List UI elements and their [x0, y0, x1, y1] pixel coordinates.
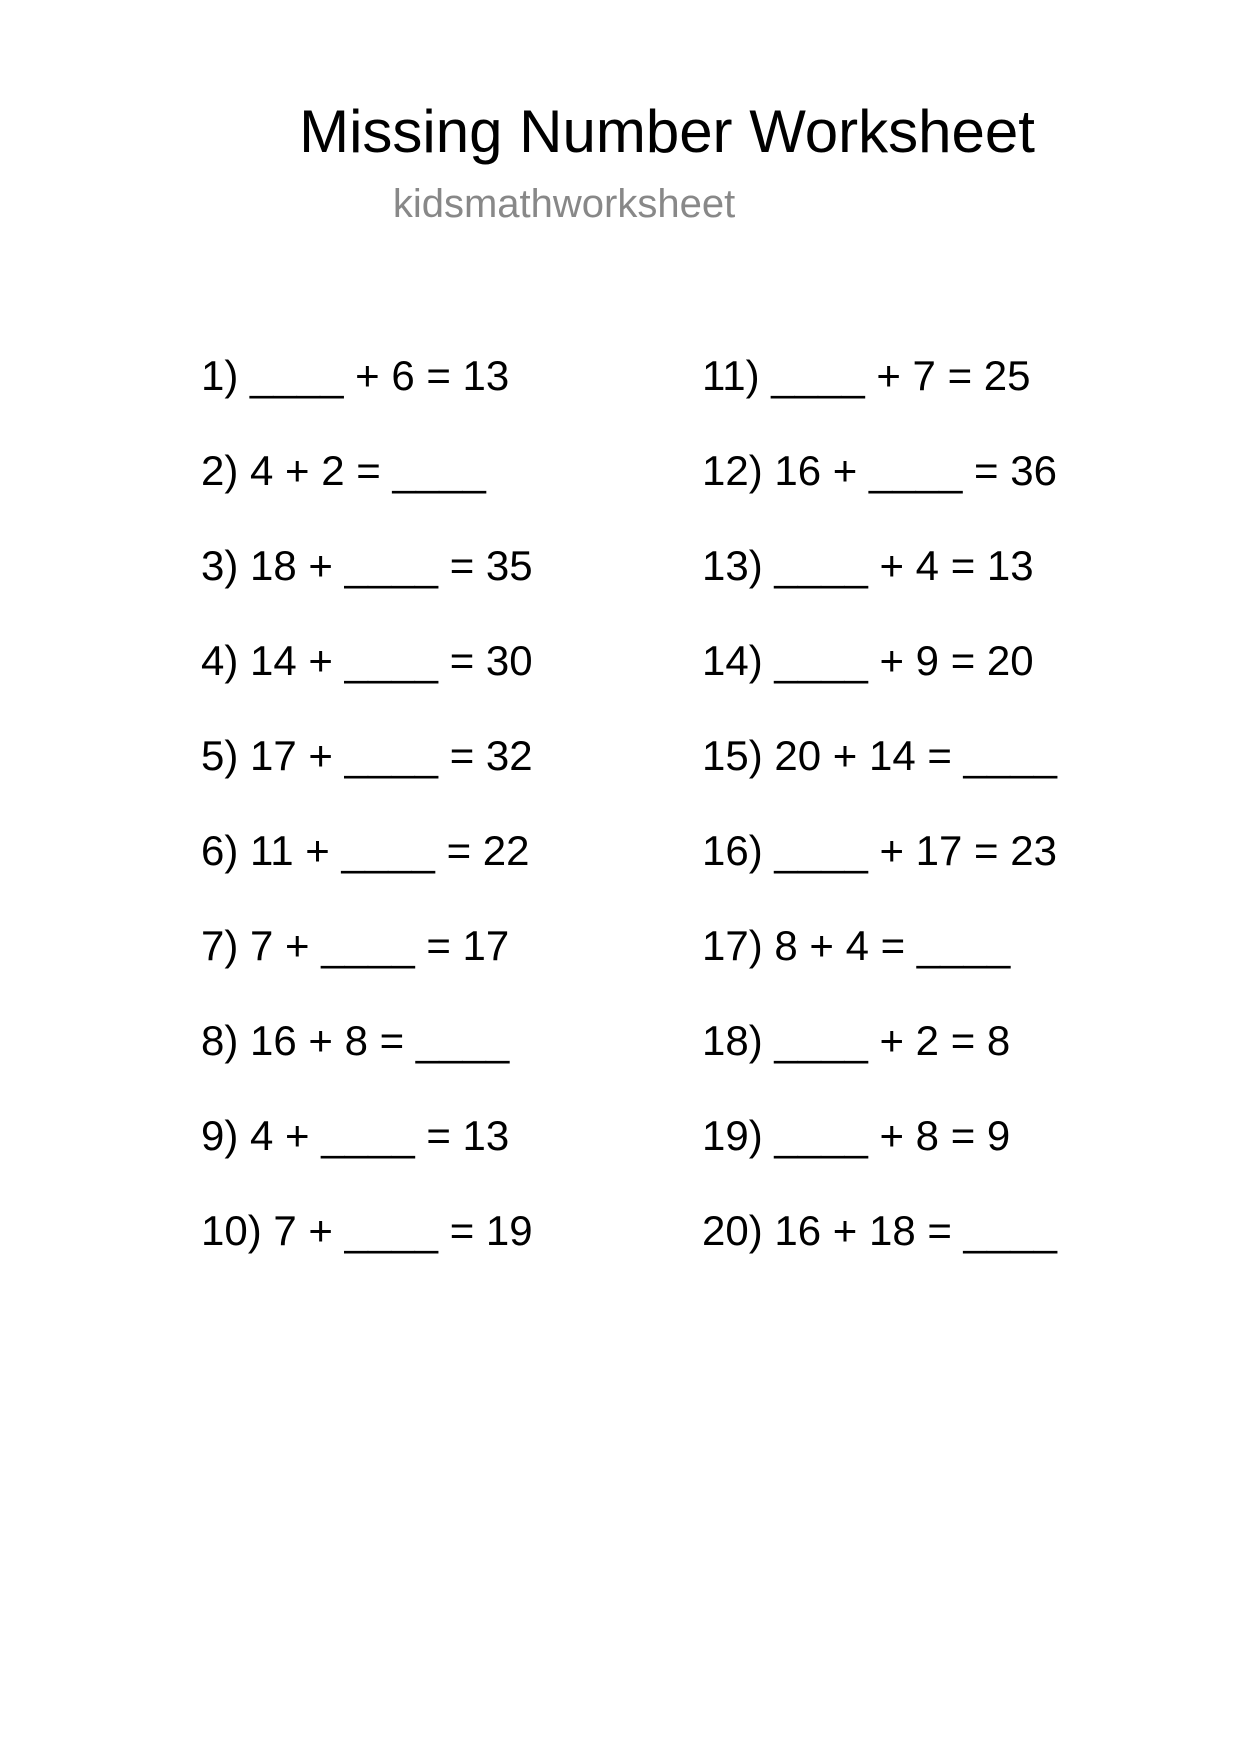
problem-item: 17) 8 + 4 = ____: [702, 922, 1011, 969]
problem-item: 19) ____ + 8 = 9: [702, 1112, 1011, 1159]
problem-item: 16) ____ + 17 = 23: [702, 827, 1057, 874]
problem-item: 8) 16 + 8 = ____: [201, 1017, 510, 1064]
problem-item: 9) 4 + ____ = 13: [201, 1112, 510, 1159]
problem-item: 18) ____ + 2 = 8: [702, 1017, 1011, 1064]
page-subtitle: kidsmathworksheet: [392, 182, 736, 226]
problem-item: 3) 18 + ____ = 35: [201, 542, 533, 589]
problem-item: 13) ____ + 4 = 13: [702, 542, 1034, 589]
problem-item: 15) 20 + 14 = ____: [702, 732, 1057, 779]
problem-item: 11) ____ + 7 = 25: [702, 352, 1031, 399]
problem-item: 7) 7 + ____ = 17: [201, 922, 510, 969]
page-title: Missing Number Worksheet: [299, 98, 1035, 165]
problem-item: 4) 14 + ____ = 30: [201, 637, 533, 684]
problem-item: 20) 16 + 18 = ____: [702, 1207, 1057, 1254]
problem-item: 12) 16 + ____ = 36: [702, 447, 1057, 494]
problems-column-right: [702, 352, 1057, 1302]
problems-column-left: [201, 352, 533, 1302]
problem-item: 14) ____ + 9 = 20: [702, 637, 1034, 684]
problem-item: 10) 7 + ____ = 19: [201, 1207, 533, 1254]
problem-item: 6) 11 + ____ = 22: [201, 827, 530, 874]
problem-item: 1) ____ + 6 = 13: [201, 352, 510, 399]
problem-item: 5) 17 + ____ = 32: [201, 732, 533, 779]
problem-item: 2) 4 + 2 = ____: [201, 447, 486, 494]
